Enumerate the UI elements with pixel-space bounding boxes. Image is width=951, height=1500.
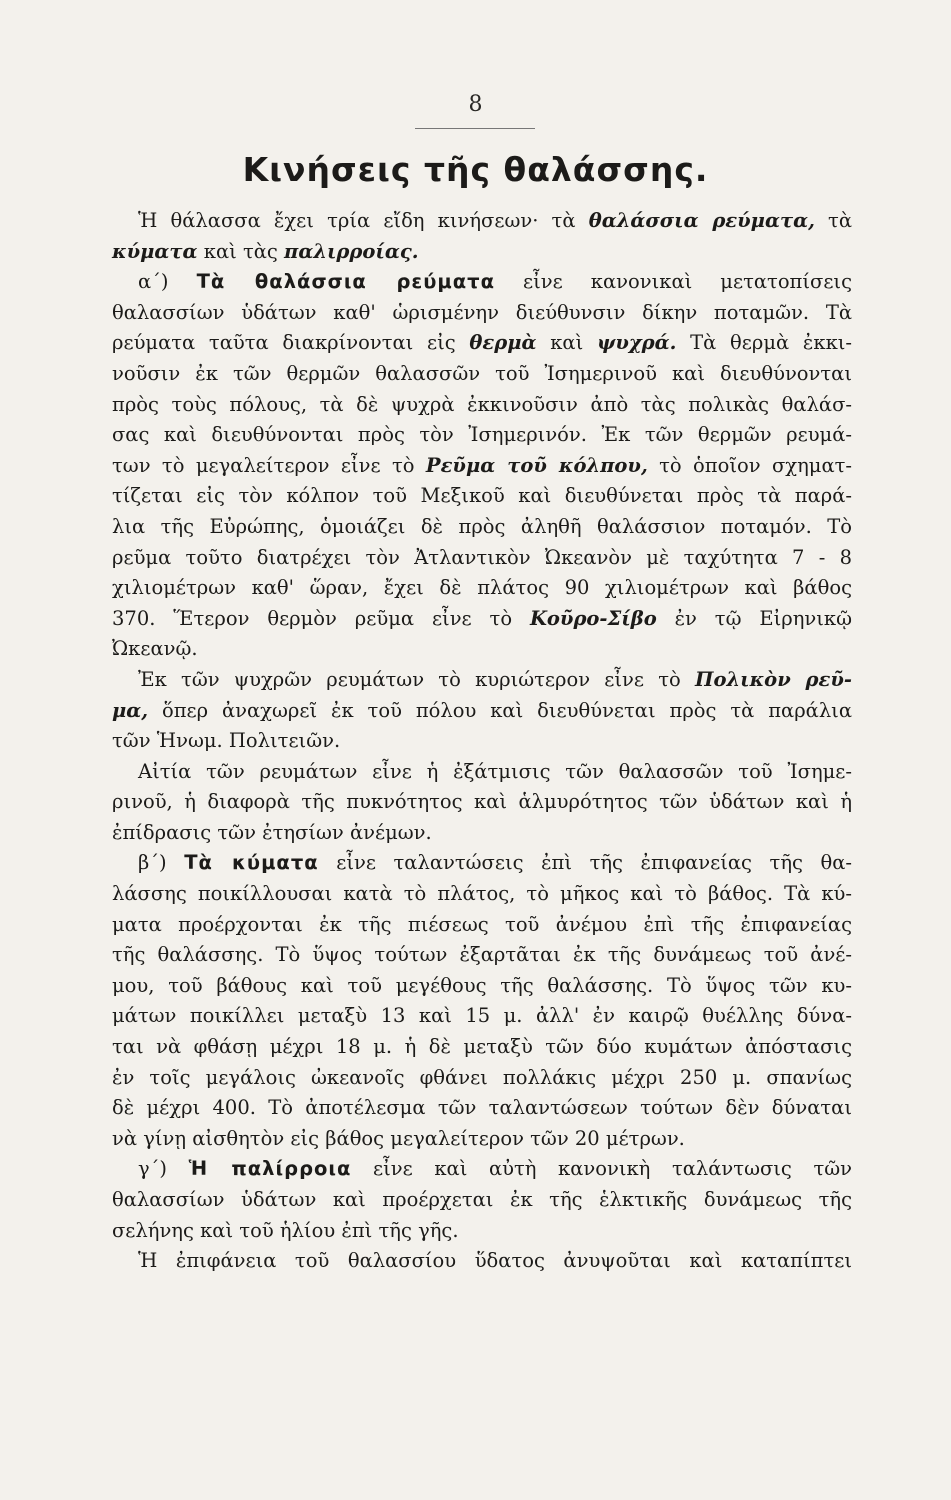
emphasis-term: παλιρροίας.: [284, 239, 419, 263]
text-line: [112, 696, 852, 727]
text-span: β΄): [138, 851, 185, 875]
text-span: λια τῆς Εὐρώπης, ὁμοιάζει δὲ πρὸς ἀληθῆ θαλάσσιον ποταμόν. Τὸ: [112, 514, 852, 538]
text-span: Ἡ ἐπιφάνεια τοῦ θαλασσίου ὕδατος ἀνυψοῦται καὶ καταπίπτει: [138, 1249, 852, 1273]
text-line: [112, 1154, 852, 1185]
text-line: [112, 757, 852, 788]
text-line: [112, 359, 852, 390]
text-line: [112, 451, 852, 482]
text-line: [112, 971, 852, 1002]
text-span: Τὰ θερμὰ ἐκκι-: [676, 331, 852, 355]
section-heading: Τὰ θαλάσσια ρεύματα: [196, 270, 496, 294]
text-span: χιλιομέτρων καθ' ὥραν, ἔχει δὲ πλάτος 90 χιλιομέτρων καὶ βάθος: [112, 576, 852, 600]
text-line: [112, 848, 852, 879]
text-span: Ἡ θάλασσα ἔχει τρία εἴδη κινήσεων· τὰ: [138, 209, 589, 232]
text-span: νοῦσιν ἐκ τῶν θερμῶν θαλασσῶν τοῦ Ἰσημερινοῦ καὶ διευθύνονται: [112, 361, 852, 385]
text-line: [112, 940, 852, 971]
text-line: [112, 237, 852, 268]
text-span: ται νὰ φθάσῃ μέχρι 18 μ. ἡ δὲ μεταξὺ τῶν δύο κυμάτων ἀπόστασις: [112, 1035, 852, 1059]
text-line: [112, 634, 852, 665]
text-line: [112, 879, 852, 910]
text-line: [112, 1216, 852, 1247]
emphasis-term: θερμὰ: [469, 331, 537, 355]
section-heading: Τὰ κύματα: [184, 851, 319, 875]
page-number: 8: [468, 92, 483, 117]
text-span: ρεῦμα τοῦτο διατρέχει τὸν Ἀτλαντικὸν Ὠκεανὸν μὲ ταχύτητα 7 - 8: [112, 545, 852, 569]
text-line: [112, 818, 852, 849]
text-line: [112, 481, 852, 512]
chapter-title: Κινήσεις τῆς θαλάσσης.: [242, 150, 709, 189]
text-line: [112, 1185, 852, 1216]
text-line: [112, 390, 852, 421]
text-span: ἐπίδρασις τῶν ἐτησίων ἀνέμων.: [112, 820, 432, 844]
text-line: [112, 420, 852, 451]
text-span: καὶ τὰς: [197, 239, 285, 263]
text-span: α΄): [138, 270, 197, 294]
text-line: [112, 543, 852, 574]
text-line: [112, 787, 852, 818]
text-span: καὶ: [536, 331, 597, 355]
emphasis-term: θαλάσσια ρεύματα,: [588, 209, 815, 232]
text-line: [112, 298, 852, 329]
text-line: [112, 910, 852, 941]
text-span: 370. Ἕτερον θερμὸν ρεῦμα εἶνε τὸ: [112, 606, 530, 630]
text-span: ρεύματα ταῦτα διακρίνονται εἰς: [112, 331, 470, 355]
emphasis-term: μα,: [112, 698, 149, 722]
text-line: [112, 604, 852, 635]
text-span: τίζεται εἰς τὸν κόλπον τοῦ Μεξικοῦ καὶ διευθύνεται πρὸς τὰ παρά-: [112, 484, 852, 508]
text-span: εἶνε καὶ αὐτὴ κανονικὴ ταλάντωσις τῶν: [351, 1157, 852, 1181]
text-span: των τὸ μεγαλείτερον εἶνε τὸ: [112, 453, 426, 477]
text-span: εἶνε κανονικαὶ μετατοπίσεις: [495, 270, 852, 294]
text-line: [112, 1124, 852, 1155]
text-line: [112, 1063, 852, 1094]
text-span: τῶν Ἡνωμ. Πολιτειῶν.: [112, 729, 341, 753]
text-span: ἐν τοῖς μεγάλοις ὠκεανοῖς φθάνει πολλάκις μέχρι 250 μ. σπανίως: [112, 1065, 852, 1089]
text-span: Ἐκ τῶν ψυχρῶν ρευμάτων τὸ κυριώτερον εἶνε τὸ: [138, 667, 696, 691]
text-span: θαλασσίων ὑδάτων καθ' ὡρισμένην διεύθυνσιν δίκην ποταμῶν. Τὰ: [112, 300, 852, 324]
text-line: [112, 512, 852, 543]
text-span: ὅπερ ἀναχωρεῖ ἐκ τοῦ πόλου καὶ διευθύνεται πρὸς τὰ παράλια: [148, 698, 852, 722]
text-line: [112, 1001, 852, 1032]
text-span: εἶνε ταλαντώσεις ἐπὶ τῆς ἐπιφανείας τῆς θα-: [318, 851, 852, 875]
text-span: τῆς θαλάσσης. Τὸ ὕψος τούτων ἐξαρτᾶται ἐκ τῆς δυνάμεως τοῦ ἀνέ-: [112, 943, 852, 967]
emphasis-term: Πολικὸν ρεῦ-: [695, 667, 852, 691]
text-span: σελήνης καὶ τοῦ ἡλίου ἐπὶ τῆς γῆς.: [112, 1218, 459, 1242]
text-span: δὲ μέχρι 400. Τὸ ἀποτέλεσμα τῶν ταλαντώσεων τούτων δὲν δύναται: [112, 1096, 852, 1120]
text-span: Ὠκεανῷ.: [112, 637, 198, 661]
text-span: νὰ γίνῃ αἰσθητὸν εἰς βάθος μεγαλείτερον τῶν 20 μέτρων.: [112, 1126, 685, 1150]
text-line: [112, 1246, 852, 1277]
text-line: [112, 328, 852, 359]
text-span: ἐν τῷ Εἰρηνικῷ: [656, 606, 852, 630]
text-span: γ΄): [138, 1157, 189, 1181]
text-line: [112, 267, 852, 298]
text-span: σας καὶ διευθύνονται πρὸς τὸν Ἰσημερινόν. Ἐκ τῶν θερμῶν ρευμά-: [112, 423, 852, 447]
body-text: [112, 206, 852, 1277]
text-span: μου, τοῦ βάθους καὶ τοῦ μεγέθους τῆς θαλάσσης. Τὸ ὕψος τῶν κυ-: [112, 973, 852, 997]
text-span: ματα προέρχονται ἐκ τῆς πιέσεως τοῦ ἀνέμου ἐπὶ τῆς ἐπιφανείας: [112, 912, 852, 936]
text-span: τὰ: [814, 209, 853, 232]
text-line: [112, 573, 852, 604]
text-span: ρινοῦ, ἡ διαφορὰ τῆς πυκνότητος καὶ ἁλμυρότητος τῶν ὑδάτων καὶ ἡ: [112, 790, 852, 814]
emphasis-term: κύματα: [112, 239, 198, 263]
emphasis-term: ψυχρά.: [596, 331, 677, 355]
text-line: [112, 665, 852, 696]
text-span: θαλασσίων ὑδάτων καὶ προέρχεται ἐκ τῆς ἑλκτικῆς δυνάμεως τῆς: [112, 1188, 852, 1211]
page-number-rule: [415, 128, 535, 129]
text-span: Αἰτία τῶν ρευμάτων εἶνε ἡ ἐξάτμισις τῶν θαλασσῶν τοῦ Ἰσημε-: [138, 759, 852, 783]
text-span: λάσσης ποικίλλουσαι κατὰ τὸ πλάτος, τὸ μῆκος καὶ τὸ βάθος. Τὰ κύ-: [112, 882, 852, 906]
text-line: [112, 1032, 852, 1063]
section-heading: Ἡ παλίρροια: [188, 1157, 352, 1181]
emphasis-term: Ρεῦμα τοῦ κόλπου,: [425, 453, 648, 477]
text-span: μάτων ποικίλλει μεταξὺ 13 καὶ 15 μ. ἀλλ' ἐν καιρῷ θυέλλης δύνα-: [112, 1004, 852, 1028]
emphasis-term: Κοῦρο-Σίβο: [529, 606, 657, 630]
text-span: τὸ ὁποῖον σχηματ-: [647, 453, 853, 477]
text-span: πρὸς τοὺς πόλους, τὰ δὲ ψυχρὰ ἐκκινοῦσιν ἀπὸ τὰς πολικὰς θαλάσ-: [112, 392, 852, 416]
text-line: [112, 1093, 852, 1124]
text-line: [112, 206, 852, 237]
text-line: [112, 726, 852, 757]
